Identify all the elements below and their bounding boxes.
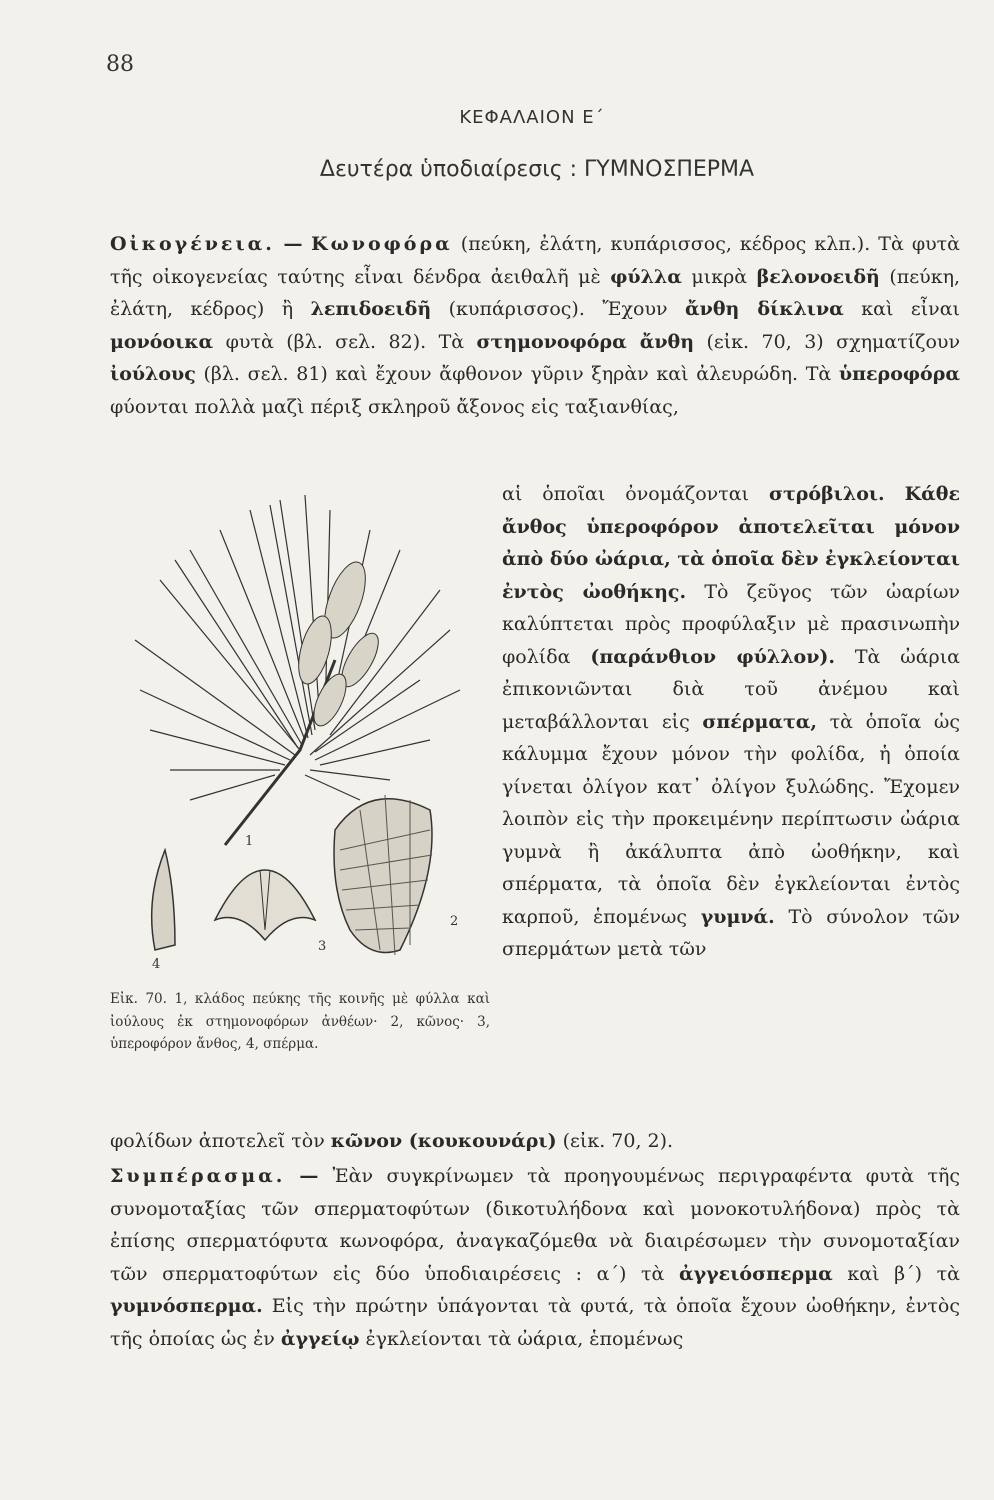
- term: λεπιδοειδῆ: [310, 298, 432, 320]
- term: (παράνθιον φύλλον).: [590, 645, 835, 668]
- term: γυμνά.: [700, 905, 775, 928]
- dash: —: [274, 233, 312, 255]
- term: ἄνθη δίκλινα: [685, 298, 844, 320]
- text: (βλ. σελ. 81) καὶ ἔχουν ἄφθονον γῦριν ξηρὰν καὶ ἀλευρώδη. Τὰ: [195, 363, 839, 385]
- term: μονόοικα: [110, 330, 214, 353]
- term: στρόβιλοι.: [768, 483, 885, 505]
- text: (πεύκη, ἐλάτη, κυπάρισσος, κέδρος κλπ.). Τὰ φυτὰ τῆς οἰκογενείας ταύτης εἶναι δένδρα ἀειθαλῆ μὲ: [110, 233, 961, 288]
- text: φολίδων ἀποτελεῖ τὸν: [110, 1130, 331, 1152]
- pine-illustration: [130, 490, 490, 980]
- section-subtitle: Δευτέρα ὑποδιαίρεσις : ΓΥΜΝΟΣΠΕΡΜΑ: [319, 157, 755, 182]
- text: (κυπάρισσος). Ἔχουν: [431, 298, 686, 320]
- text: (εἰκ. 70, 3) σχηματίζουν: [694, 330, 960, 353]
- term: γυμνόσπερμα.: [110, 1295, 263, 1317]
- text: Εἰς τὴν πρώτην ὑπάγονται τὰ φυτά, τὰ ὁποῖα ἔχουν ὠοθήκην, ἐντὸς τῆς ὁποίας ὡς ἐν: [110, 1295, 960, 1350]
- paragraph-family: [110, 228, 960, 423]
- text: Τὸ ζεῦγος τῶν ὠαρίων καλύπτεται πρὸς προφύλαξιν μὲ πρασινωπὴν φολίδα: [502, 580, 960, 668]
- paragraph-cone: [110, 1125, 960, 1158]
- conclusion-label: Συμπέρασμα.: [110, 1165, 286, 1187]
- term: βελονοειδῆ: [756, 265, 880, 288]
- term: ἀγγειόσπερμα: [678, 1262, 833, 1285]
- text: καὶ β΄) τὰ: [832, 1262, 960, 1285]
- term: κῶνον (κουκουνάρι): [330, 1130, 557, 1152]
- text: φύονται πολλὰ μαζὶ πέριξ σκληροῦ ἄξονος εἰς ταξιανθίας,: [110, 395, 679, 418]
- paragraph-conclusion: [110, 1160, 960, 1355]
- text: Τὸ σύνολον τῶν σπερμάτων μετὰ τῶν: [502, 905, 961, 960]
- pine-cone: [334, 795, 432, 955]
- text: (πεύκη, ἐλάτη, κέδρος) ἢ: [110, 265, 960, 320]
- term: ἀγγείῳ: [280, 1327, 360, 1350]
- figure-label-3: 3: [318, 939, 327, 954]
- figure-label-4: 4: [152, 957, 161, 972]
- paragraph-strobili: [502, 478, 960, 966]
- text: αἱ ὁποῖαι ὀνομάζονται: [502, 483, 769, 505]
- text: φυτὰ (βλ. σελ. 82). Τὰ: [213, 330, 477, 353]
- figure-caption: Εἰκ. 70. 1, κλάδος πεύκης τῆς κοινῆς μὲ φύλλα καὶ ἰούλους ἐκ στημονοφόρων ἀνθέων· 2, κῶνος· 3, ὑπεροφόρον ἄνθος, 4, σπέρμα.: [110, 991, 490, 1052]
- chapter-heading: ΚΕΦΑΛΑΙΟΝ Ε΄: [459, 107, 605, 128]
- term: ὑπεροφόρα: [838, 363, 960, 385]
- term: Κάθε ἄνθος ὑπεροφόρον ἀποτελεῖται μόνον ἀπὸ δύο ὠάρια, τὰ ὁποῖα δὲν ἐγκλείονται ἐντὸς ὠοθήκης.: [502, 483, 960, 603]
- family-name: Κωνοφόρα: [311, 233, 453, 255]
- text: (εἰκ. 70, 2).: [556, 1130, 674, 1152]
- term: σπέρματα,: [702, 710, 818, 733]
- text: τὰ ὁποῖα ὡς κάλυμμα ἔχουν μόνον τὴν φολίδα, ἡ ὁποία γίνεται ὀλίγον κατ᾽ ὀλίγον ξυλώδης. Ἔχομεν λοιπὸν εἰς τὴν προκειμένην περίπτωσιν ὠάρια γυμνὰ ἢ ἀκάλυπτα ἀπὸ ὠοθήκην, καὶ σπέρματα, τὰ ὁποῖα δὲν ἐγκλείονται ἐντὸς καρποῦ, ἑπομένως: [502, 710, 960, 928]
- text: Τὰ ὠάρια ἐπικονιῶνται διὰ τοῦ ἀνέμου καὶ μεταβάλλονται εἰς: [502, 645, 960, 733]
- text: καὶ εἶναι: [843, 298, 961, 320]
- family-label: Οἰκογένεια.: [110, 233, 275, 255]
- term: στημονοφόρα ἄνθη: [476, 330, 695, 353]
- text: Ἐὰν συγκρίνωμεν τὰ προηγουμένως περιγραφέντα φυτὰ τῆς συνομοταξίας τῶν σπερματοφύτων (δικοτυλήδονα καὶ μονοκοτυλήδονα) πρὸς τὰ ἐπίσης σπερματόφυτα κωνοφόρα, ἀναγκαζόμεθα νὰ διαιρέσωμεν τὴν συνομοταξίαν τῶν σπερματοφύτων εἰς δύο ὑποδιαιρέσεις : α΄) τὰ: [110, 1165, 960, 1285]
- seed: [152, 850, 175, 950]
- term: φύλλα: [610, 265, 682, 288]
- figure-label-2: 2: [450, 914, 459, 929]
- page-number: 88: [106, 52, 134, 77]
- dash: —: [285, 1165, 333, 1187]
- term: ἰούλους: [110, 363, 196, 385]
- female-flower: [215, 870, 315, 940]
- text: ἐγκλείονται τὰ ὠάρια, ἑπομένως: [359, 1327, 684, 1350]
- text: μικρὰ: [681, 265, 757, 288]
- figure-label-1: 1: [245, 834, 254, 849]
- pine-branch: [135, 495, 460, 845]
